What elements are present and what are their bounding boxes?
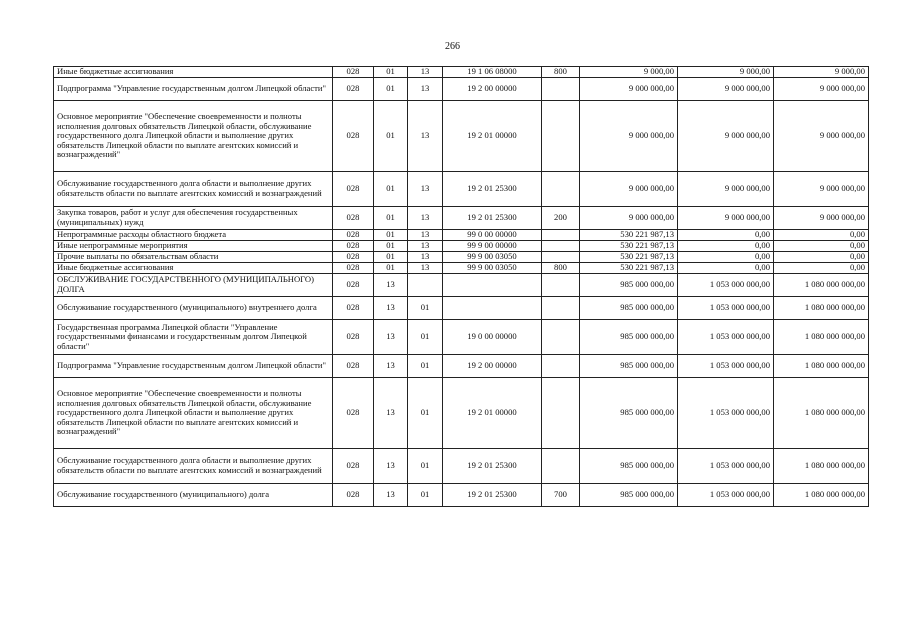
expense-type-code: [542, 78, 580, 101]
amount-year-3: 1 080 000 000,00: [774, 297, 869, 320]
amount-year-3: 1 080 000 000,00: [774, 355, 869, 378]
amount-year-1: 9 000,00: [580, 67, 678, 78]
section-code: 01: [374, 252, 408, 263]
ministry-code: 028: [333, 172, 374, 207]
row-name: Обслуживание государственного (муниципального) долга: [54, 484, 333, 507]
ministry-code: 028: [333, 320, 374, 355]
section-code: 01: [374, 207, 408, 230]
target-article-code: 99 9 00 03050: [443, 252, 542, 263]
amount-year-3: 9 000 000,00: [774, 207, 869, 230]
table-row: [54, 449, 869, 484]
amount-year-1: 985 000 000,00: [580, 378, 678, 449]
amount-year-3: 1 080 000 000,00: [774, 378, 869, 449]
expense-type-code: [542, 297, 580, 320]
amount-year-3: 9 000 000,00: [774, 101, 869, 172]
ministry-code: 028: [333, 449, 374, 484]
target-article-code: [443, 274, 542, 297]
subsection-code: 13: [408, 207, 443, 230]
row-name: Прочие выплаты по обязательствам области: [54, 252, 333, 263]
table-row: [54, 355, 869, 378]
target-article-code: 99 9 00 00000: [443, 241, 542, 252]
subsection-code: 01: [408, 378, 443, 449]
amount-year-2: 1 053 000 000,00: [678, 355, 774, 378]
subsection-code: 13: [408, 101, 443, 172]
ministry-code: 028: [333, 67, 374, 78]
section-code: 13: [374, 355, 408, 378]
subsection-code: 01: [408, 297, 443, 320]
table-row: [54, 378, 869, 449]
ministry-code: 028: [333, 78, 374, 101]
expense-type-code: [542, 252, 580, 263]
amount-year-3: 1 080 000 000,00: [774, 449, 869, 484]
table-row: [54, 67, 869, 78]
amount-year-1: 530 221 987,13: [580, 263, 678, 274]
amount-year-3: 1 080 000 000,00: [774, 484, 869, 507]
table-row: [54, 78, 869, 101]
row-name: Подпрограмма "Управление государственным долгом Липецкой области": [54, 355, 333, 378]
amount-year-1: 9 000 000,00: [580, 172, 678, 207]
target-article-code: 19 1 06 08000: [443, 67, 542, 78]
target-article-code: 19 2 01 25300: [443, 484, 542, 507]
subsection-code: 01: [408, 320, 443, 355]
amount-year-2: 0,00: [678, 230, 774, 241]
ministry-code: 028: [333, 252, 374, 263]
amount-year-2: 1 053 000 000,00: [678, 320, 774, 355]
amount-year-2: 9 000,00: [678, 67, 774, 78]
expense-type-code: 800: [542, 67, 580, 78]
target-article-code: 99 9 00 03050: [443, 263, 542, 274]
amount-year-2: 9 000 000,00: [678, 172, 774, 207]
amount-year-2: 0,00: [678, 252, 774, 263]
table-row: [54, 274, 869, 297]
row-name: ОБСЛУЖИВАНИЕ ГОСУДАРСТВЕННОГО (МУНИЦИПАЛЬНОГО) ДОЛГА: [54, 274, 333, 297]
subsection-code: 13: [408, 78, 443, 101]
target-article-code: 19 2 01 00000: [443, 101, 542, 172]
table-row: [54, 241, 869, 252]
expense-type-code: [542, 449, 580, 484]
amount-year-1: 985 000 000,00: [580, 274, 678, 297]
row-name: Основное мероприятие "Обеспечение своевременности и полноты исполнения долговых обязательств Липецкой области, обслуживание государственного долга Липецкой области и выполнение других обязательств Липецкой области по выплате агентских комиссий и вознаграждений": [54, 101, 333, 172]
expense-type-code: [542, 274, 580, 297]
table-row: [54, 172, 869, 207]
amount-year-2: 9 000 000,00: [678, 78, 774, 101]
expense-type-code: [542, 230, 580, 241]
amount-year-3: 0,00: [774, 241, 869, 252]
table-row: [54, 263, 869, 274]
table-row: [54, 320, 869, 355]
target-article-code: 19 2 01 25300: [443, 172, 542, 207]
table-row: [54, 484, 869, 507]
amount-year-3: 0,00: [774, 252, 869, 263]
row-name: Обслуживание государственного долга области и выполнение других обязательств области по выплате агентских комиссий и вознаграждений: [54, 449, 333, 484]
expense-type-code: [542, 355, 580, 378]
target-article-code: [443, 297, 542, 320]
section-code: 01: [374, 78, 408, 101]
section-code: 13: [374, 274, 408, 297]
table-row: [54, 252, 869, 263]
expense-type-code: [542, 101, 580, 172]
amount-year-1: 985 000 000,00: [580, 449, 678, 484]
subsection-code: 13: [408, 172, 443, 207]
expense-type-code: 800: [542, 263, 580, 274]
amount-year-1: 985 000 000,00: [580, 320, 678, 355]
row-name: Обслуживание государственного (муниципального) внутреннего долга: [54, 297, 333, 320]
section-code: 13: [374, 320, 408, 355]
row-name: Подпрограмма "Управление государственным долгом Липецкой области": [54, 78, 333, 101]
row-name: Основное мероприятие "Обеспечение своевременности и полноты исполнения долговых обязательств Липецкой области, обслуживание государственного долга Липецкой области и выполнение других обязательств Липецкой области по выплате агентских комиссий и вознаграждений": [54, 378, 333, 449]
row-name: Непрограммные расходы областного бюджета: [54, 230, 333, 241]
ministry-code: 028: [333, 378, 374, 449]
amount-year-1: 9 000 000,00: [580, 207, 678, 230]
amount-year-1: 530 221 987,13: [580, 241, 678, 252]
expense-type-code: 200: [542, 207, 580, 230]
subsection-code: 13: [408, 230, 443, 241]
target-article-code: 19 2 01 00000: [443, 378, 542, 449]
ministry-code: 028: [333, 241, 374, 252]
amount-year-1: 985 000 000,00: [580, 297, 678, 320]
section-code: 13: [374, 484, 408, 507]
amount-year-3: 9 000 000,00: [774, 78, 869, 101]
target-article-code: 19 2 01 25300: [443, 449, 542, 484]
subsection-code: 13: [408, 241, 443, 252]
section-code: 13: [374, 378, 408, 449]
subsection-code: 01: [408, 449, 443, 484]
section-code: 01: [374, 101, 408, 172]
ministry-code: 028: [333, 355, 374, 378]
amount-year-2: 0,00: [678, 241, 774, 252]
expense-type-code: [542, 241, 580, 252]
ministry-code: 028: [333, 263, 374, 274]
amount-year-1: 530 221 987,13: [580, 252, 678, 263]
row-name: Закупка товаров, работ и услуг для обеспечения государственных (муниципальных) нужд: [54, 207, 333, 230]
table-row: [54, 230, 869, 241]
subsection-code: [408, 274, 443, 297]
amount-year-1: 530 221 987,13: [580, 230, 678, 241]
table-row: [54, 297, 869, 320]
amount-year-3: 1 080 000 000,00: [774, 320, 869, 355]
amount-year-3: 9 000,00: [774, 67, 869, 78]
target-article-code: 19 2 00 00000: [443, 78, 542, 101]
amount-year-2: 1 053 000 000,00: [678, 274, 774, 297]
row-name: Иные бюджетные ассигнования: [54, 263, 333, 274]
ministry-code: 028: [333, 230, 374, 241]
section-code: 13: [374, 297, 408, 320]
subsection-code: 01: [408, 355, 443, 378]
section-code: 01: [374, 241, 408, 252]
amount-year-2: 1 053 000 000,00: [678, 484, 774, 507]
expense-type-code: 700: [542, 484, 580, 507]
subsection-code: 13: [408, 67, 443, 78]
table-row: [54, 207, 869, 230]
amount-year-2: 1 053 000 000,00: [678, 449, 774, 484]
amount-year-2: 9 000 000,00: [678, 207, 774, 230]
subsection-code: 13: [408, 263, 443, 274]
amount-year-1: 9 000 000,00: [580, 101, 678, 172]
amount-year-3: 0,00: [774, 230, 869, 241]
expense-type-code: [542, 172, 580, 207]
target-article-code: 99 0 00 00000: [443, 230, 542, 241]
expense-type-code: [542, 320, 580, 355]
ministry-code: 028: [333, 484, 374, 507]
amount-year-3: 1 080 000 000,00: [774, 274, 869, 297]
ministry-code: 028: [333, 207, 374, 230]
amount-year-1: 985 000 000,00: [580, 355, 678, 378]
row-name: Иные бюджетные ассигнования: [54, 67, 333, 78]
expense-type-code: [542, 378, 580, 449]
subsection-code: 01: [408, 484, 443, 507]
section-code: 13: [374, 449, 408, 484]
row-name: Иные непрограммные мероприятия: [54, 241, 333, 252]
row-name: Государственная программа Липецкой области "Управление государственными финансами и государственным долгом Липецкой области": [54, 320, 333, 355]
target-article-code: 19 0 00 00000: [443, 320, 542, 355]
amount-year-2: 1 053 000 000,00: [678, 378, 774, 449]
amount-year-2: 9 000 000,00: [678, 101, 774, 172]
target-article-code: 19 2 00 00000: [443, 355, 542, 378]
amount-year-2: 0,00: [678, 263, 774, 274]
amount-year-1: 985 000 000,00: [580, 484, 678, 507]
budget-table: [53, 66, 869, 507]
amount-year-1: 9 000 000,00: [580, 78, 678, 101]
section-code: 01: [374, 230, 408, 241]
table-row: [54, 101, 869, 172]
page-number: 266: [445, 41, 460, 52]
section-code: 01: [374, 67, 408, 78]
ministry-code: 028: [333, 297, 374, 320]
target-article-code: 19 2 01 25300: [443, 207, 542, 230]
row-name: Обслуживание государственного долга области и выполнение других обязательств области по выплате агентских комиссий и вознаграждений: [54, 172, 333, 207]
section-code: 01: [374, 263, 408, 274]
subsection-code: 13: [408, 252, 443, 263]
amount-year-2: 1 053 000 000,00: [678, 297, 774, 320]
amount-year-3: 0,00: [774, 263, 869, 274]
amount-year-3: 9 000 000,00: [774, 172, 869, 207]
ministry-code: 028: [333, 274, 374, 297]
section-code: 01: [374, 172, 408, 207]
ministry-code: 028: [333, 101, 374, 172]
